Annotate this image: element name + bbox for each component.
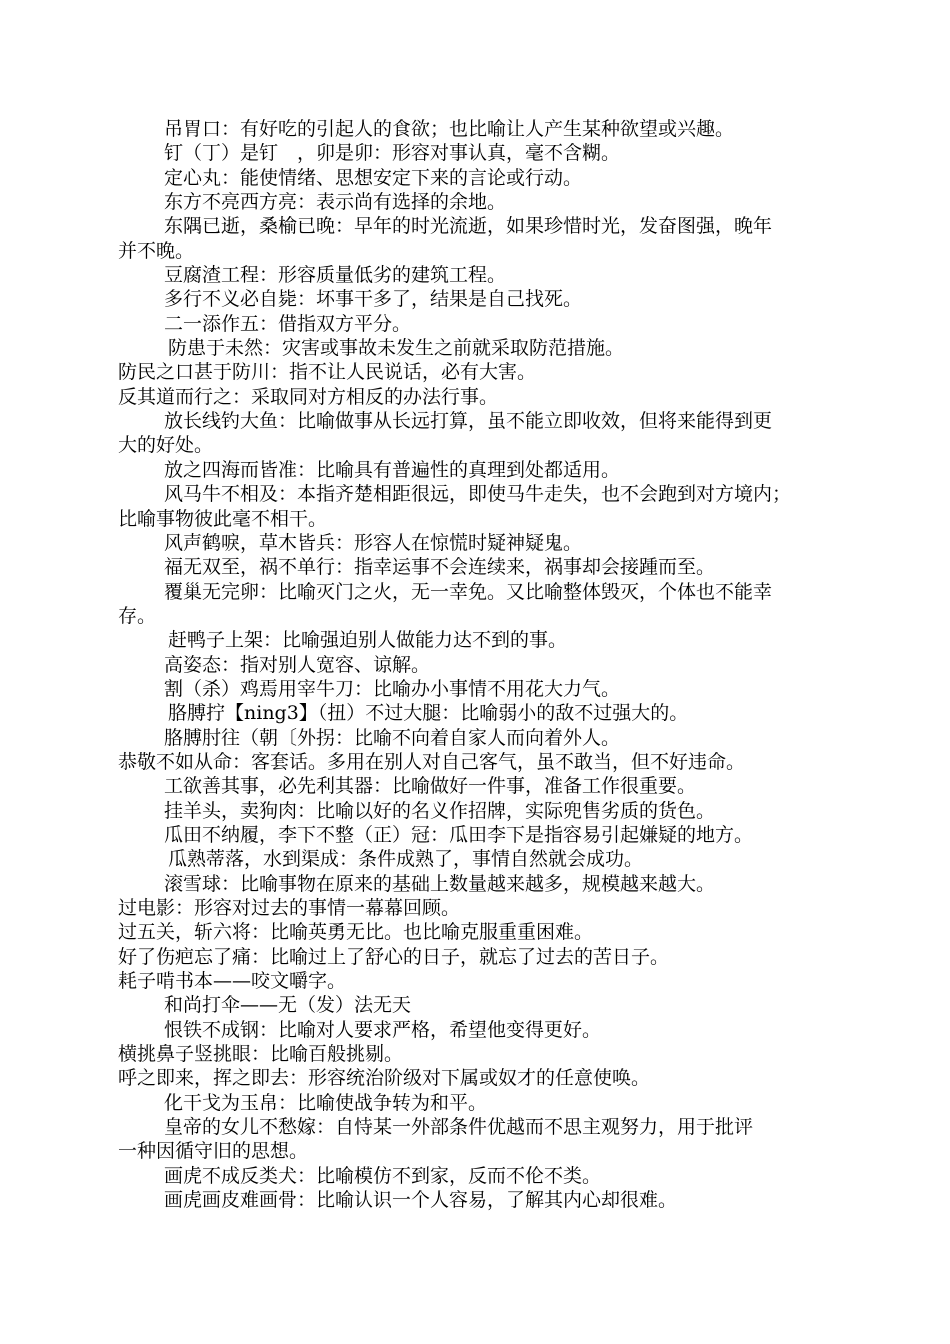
text-line: 反其道而行之：采取同对方相反的办法行事。	[118, 385, 499, 408]
text-line: 放长线钓大鱼：比喻做事从长远打算，虽不能立即收效，但将来能得到更	[164, 410, 773, 433]
text-line: 滚雪球：比喻事物在原来的基础上数量越来越多，规模越来越大。	[164, 872, 716, 895]
text-line: 瓜田不纳履，李下不整（正）冠：瓜田李下是指容易引起嫌疑的地方。	[164, 823, 754, 846]
text-line: 多行不义必自毙：坏事干多了，结果是自己找死。	[164, 288, 583, 311]
text-line: 二一添作五：借指双方平分。	[164, 312, 412, 335]
text-line: 耗子啃书本——咬文嚼字。	[118, 970, 347, 993]
text-line: 高姿态：指对别人宽容、谅解。	[164, 653, 431, 676]
text-line: 东隅已逝，桑榆已晚：早年的时光流逝，如果珍惜时光，发奋图强，晚年	[164, 215, 773, 238]
text-line: 恭敬不如从命：客套话。多用在别人对自己客气，虽不敢当，但不好违命。	[118, 750, 746, 773]
text-line: 福无双至，祸不单行：指幸运事不会连续来，祸事却会接踵而至。	[164, 556, 716, 579]
text-line: 一种因循守旧的思想。	[118, 1140, 309, 1163]
text-line: 画虎不成反类犬：比喻模仿不到家，反而不伦不类。	[164, 1164, 602, 1187]
text-line: 恨铁不成钢：比喻对人要求严格，希望他变得更好。	[164, 1018, 602, 1041]
text-line: 胳膊拧【ning3】（扭）不过大腿：比喻弱小的敌不过强大的。	[168, 702, 689, 725]
text-line: 化干戈为玉帛：比喻使战争转为和平。	[164, 1091, 488, 1114]
text-line: 呼之即来，挥之即去：形容统治阶级对下属或奴才的任意使唤。	[118, 1067, 651, 1090]
document-body	[118, 117, 856, 1212]
text-line: 东方不亮西方亮：表示尚有选择的余地。	[164, 191, 507, 214]
text-line: 好了伤疤忘了痛：比喻过上了舒心的日子，就忘了过去的苦日子。	[118, 945, 670, 968]
text-line: 放之四海而皆准：比喻具有普遍性的真理到处都适用。	[164, 458, 621, 481]
text-line: 瓜熟蒂落，水到渠成：条件成熟了，事情自然就会成功。	[168, 848, 644, 871]
text-line: 和尚打伞——无（发）法无天	[164, 994, 412, 1017]
text-line: 胳膊肘往（朝〔外拐：比喻不向着自家人而向着外人。	[164, 726, 621, 749]
text-line: 钉（丁）是钉 ，卯是卯：形容对事认真，毫不含糊。	[164, 142, 621, 165]
text-line: 大的好处。	[118, 434, 214, 457]
text-line: 过电影：形容对过去的事情一幕幕回顾。	[118, 897, 461, 919]
text-line: 比喻事物彼此毫不相干。	[118, 507, 328, 530]
text-line: 存。	[118, 604, 157, 627]
text-line: 防患于未然：灾害或事故未发生之前就采取防范措施。	[168, 337, 625, 360]
text-line: 风马牛不相及：本指齐楚相距很远，即使马牛走失，也不会跑到对方境内；	[164, 483, 792, 506]
text-line: 赶鸭子上架：比喻强迫别人做能力达不到的事。	[168, 629, 568, 652]
text-line: 豆腐渣工程：形容质量低劣的建筑工程。	[164, 264, 507, 287]
text-line: 横挑鼻子竖挑眼：比喻百般挑剔。	[118, 1043, 404, 1066]
text-line: 风声鹤唳，草木皆兵：形容人在惊慌时疑神疑鬼。	[164, 531, 583, 554]
text-line: 并不晚。	[118, 239, 195, 262]
text-line: 工欲善其事，必先利其器：比喻做好一件事，准备工作很重要。	[164, 775, 697, 798]
text-line: 防民之口甚于防川：指不让人民说话，必有大害。	[118, 361, 537, 384]
text-line: 挂羊头，卖狗肉：比喻以好的名义作招牌，实际兜售劣质的货色。	[164, 799, 716, 822]
text-line: 画虎画皮难画骨：比喻认识一个人容易，了解其内心却很难。	[164, 1189, 678, 1212]
text-line: 覆巢无完卵：比喻灭门之火，无一幸免。又比喻整体毁灭，个体也不能幸	[164, 580, 773, 603]
text-line: 吊胃口：有好吃的引起人的食欲；也比喻让人产生某种欲望或兴趣。	[164, 118, 735, 140]
text-line: 皇帝的女儿不愁嫁：自恃某一外部条件优越而不思主观努力，用于批评	[164, 1116, 754, 1139]
text-line: 定心丸：能使情绪、思想安定下来的言论或行动。	[164, 166, 583, 189]
text-line: 过五关，斩六将：比喻英勇无比。也比喻克服重重困难。	[118, 921, 594, 944]
text-line: 割（杀）鸡焉用宰牛刀：比喻办小事情不用花大力气。	[164, 677, 621, 700]
